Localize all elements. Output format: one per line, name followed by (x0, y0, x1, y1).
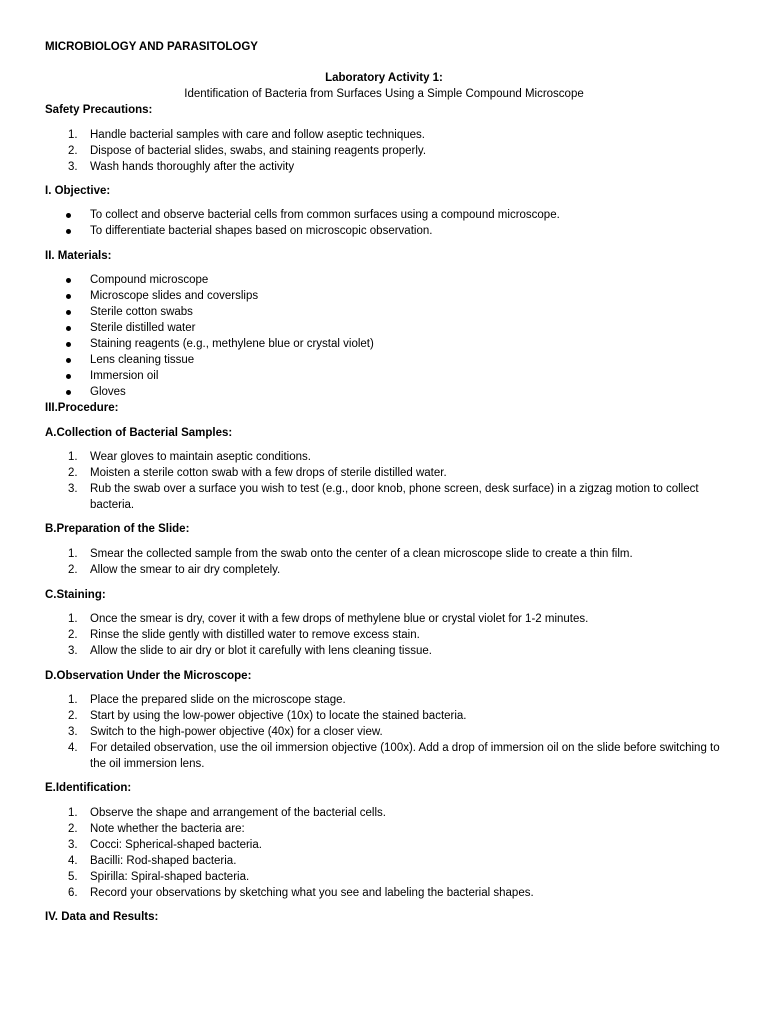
list-item (68, 481, 730, 513)
preparation-list (68, 546, 730, 578)
list-item (68, 143, 730, 159)
list-item (68, 643, 730, 659)
list-item (68, 805, 730, 821)
item-number: 1. (68, 694, 78, 706)
list-item (90, 272, 730, 288)
bullet-icon (66, 326, 71, 331)
staining-list (68, 611, 730, 659)
item-number: 2. (68, 710, 78, 722)
list-item-text: Smear the collected sample from the swab onto the center of a clean microscope slide to create a thin film. (90, 548, 633, 560)
activity-title: Laboratory Activity 1: (325, 72, 443, 84)
list-item-text: Allow the smear to air dry completely. (90, 564, 281, 576)
bullet-icon (66, 294, 71, 299)
materials-list (90, 272, 730, 400)
identification-heading: E.Identification: (45, 782, 132, 794)
identification-list (68, 805, 730, 901)
item-number: 2. (68, 564, 78, 576)
item-number: 1. (68, 451, 78, 463)
list-item-text: Observe the shape and arrangement of the bacterial cells. (90, 807, 386, 819)
list-item (90, 336, 730, 352)
bullet-icon (66, 229, 71, 234)
list-item-text: Wear gloves to maintain aseptic conditions. (90, 451, 311, 463)
observation-list (68, 692, 730, 772)
bullet-icon (66, 374, 71, 379)
objective-list (90, 207, 730, 239)
bullet-icon (66, 390, 71, 395)
item-number: 2. (68, 145, 78, 157)
list-item-text: To differentiate bacterial shapes based on microscopic observation. (90, 225, 433, 237)
list-item (68, 611, 730, 627)
list-item-text: Lens cleaning tissue (90, 354, 195, 366)
item-number: 5. (68, 871, 78, 883)
bullet-icon (66, 310, 71, 315)
list-item (68, 159, 730, 175)
list-item-text: Spirilla: Spiral-shaped bacteria. (90, 871, 250, 883)
item-number: 1. (68, 548, 78, 560)
item-number: 2. (68, 629, 78, 641)
item-number: 4. (68, 742, 78, 754)
bullet-icon (66, 213, 71, 218)
safety-list (68, 127, 730, 175)
list-item-text: Dispose of bacterial slides, swabs, and staining reagents properly. (90, 145, 427, 157)
list-item-text: Wash hands thoroughly after the activity (90, 161, 295, 173)
list-item (68, 869, 730, 885)
list-item (90, 352, 730, 368)
list-item-text: For detailed observation, use the oil immersion objective (100x). Add a drop of immersion oil on the slide before switching to the oil immersion lens. (90, 742, 720, 770)
list-item (68, 821, 730, 837)
collection-list (68, 449, 730, 513)
activity-subtitle: Identification of Bacteria from Surfaces Using a Simple Compound Microscope (184, 88, 584, 100)
list-item-text: To collect and observe bacterial cells from common surfaces using a compound microscope. (90, 209, 560, 221)
bullet-icon (66, 278, 71, 283)
item-number: 3. (68, 839, 78, 851)
list-item (90, 288, 730, 304)
list-item-text: Switch to the high-power objective (40x) for a closer view. (90, 726, 383, 738)
item-number: 1. (68, 807, 78, 819)
item-number: 3. (68, 161, 78, 173)
materials-heading: II. Materials: (45, 250, 112, 262)
list-item (68, 692, 730, 708)
item-number: 1. (68, 613, 78, 625)
list-item-text: Note whether the bacteria are: (90, 823, 245, 835)
staining-heading: C.Staining: (45, 589, 106, 601)
list-item (68, 127, 730, 143)
bullet-icon (66, 342, 71, 347)
list-item-text: Rub the swab over a surface you wish to test (e.g., door knob, phone screen, desk surface) in a zigzag motion to collect bacteria. (90, 483, 699, 511)
collection-heading: A.Collection of Bacterial Samples: (45, 427, 233, 439)
list-item-text: Microscope slides and coverslips (90, 290, 259, 302)
list-item-text: Cocci: Spherical-shaped bacteria. (90, 839, 262, 851)
list-item (90, 223, 730, 239)
list-item (68, 465, 730, 481)
list-item-text: Staining reagents (e.g., methylene blue or crystal violet) (90, 338, 374, 350)
list-item (90, 207, 730, 223)
list-item-text: Compound microscope (90, 274, 209, 286)
list-item-text: Allow the slide to air dry or blot it carefully with lens cleaning tissue. (90, 645, 432, 657)
list-item-text: Immersion oil (90, 370, 159, 382)
list-item (68, 853, 730, 869)
preparation-heading: B.Preparation of the Slide: (45, 523, 190, 535)
list-item-text: Place the prepared slide on the microscope stage. (90, 694, 346, 706)
list-item (68, 724, 730, 740)
list-item-text: Rinse the slide gently with distilled water to remove excess stain. (90, 629, 420, 641)
observation-heading: D.Observation Under the Microscope: (45, 670, 252, 682)
document-title: MICROBIOLOGY AND PARASITOLOGY (45, 41, 258, 53)
bullet-icon (66, 358, 71, 363)
list-item (90, 384, 730, 400)
data-results-heading: IV. Data and Results: (45, 911, 159, 923)
list-item (68, 885, 730, 901)
item-number: 3. (68, 483, 78, 495)
list-item (68, 740, 730, 772)
list-item (90, 320, 730, 336)
list-item-text: Once the smear is dry, cover it with a few drops of methylene blue or crystal violet for 1-2 minutes. (90, 613, 589, 625)
list-item-text: Moisten a sterile cotton swab with a few drops of sterile distilled water. (90, 467, 447, 479)
objective-heading: I. Objective: (45, 185, 111, 197)
list-item-text: Sterile distilled water (90, 322, 196, 334)
list-item (68, 627, 730, 643)
list-item-text: Handle bacterial samples with care and follow aseptic techniques. (90, 129, 425, 141)
list-item-text: Gloves (90, 386, 126, 398)
list-item (68, 449, 730, 465)
item-number: 1. (68, 129, 78, 141)
list-item-text: Start by using the low-power objective (10x) to locate the stained bacteria. (90, 710, 467, 722)
item-number: 2. (68, 823, 78, 835)
safety-heading: Safety Precautions: (45, 104, 153, 116)
list-item (90, 304, 730, 320)
item-number: 3. (68, 726, 78, 738)
procedure-heading: III.Procedure: (45, 402, 119, 414)
list-item (90, 368, 730, 384)
list-item (68, 708, 730, 724)
list-item-text: Sterile cotton swabs (90, 306, 193, 318)
list-item (68, 546, 730, 562)
item-number: 6. (68, 887, 78, 899)
list-item (68, 562, 730, 578)
list-item-text: Record your observations by sketching what you see and labeling the bacterial shapes. (90, 887, 534, 899)
item-number: 4. (68, 855, 78, 867)
list-item (68, 837, 730, 853)
item-number: 3. (68, 645, 78, 657)
item-number: 2. (68, 467, 78, 479)
list-item-text: Bacilli: Rod-shaped bacteria. (90, 855, 237, 867)
